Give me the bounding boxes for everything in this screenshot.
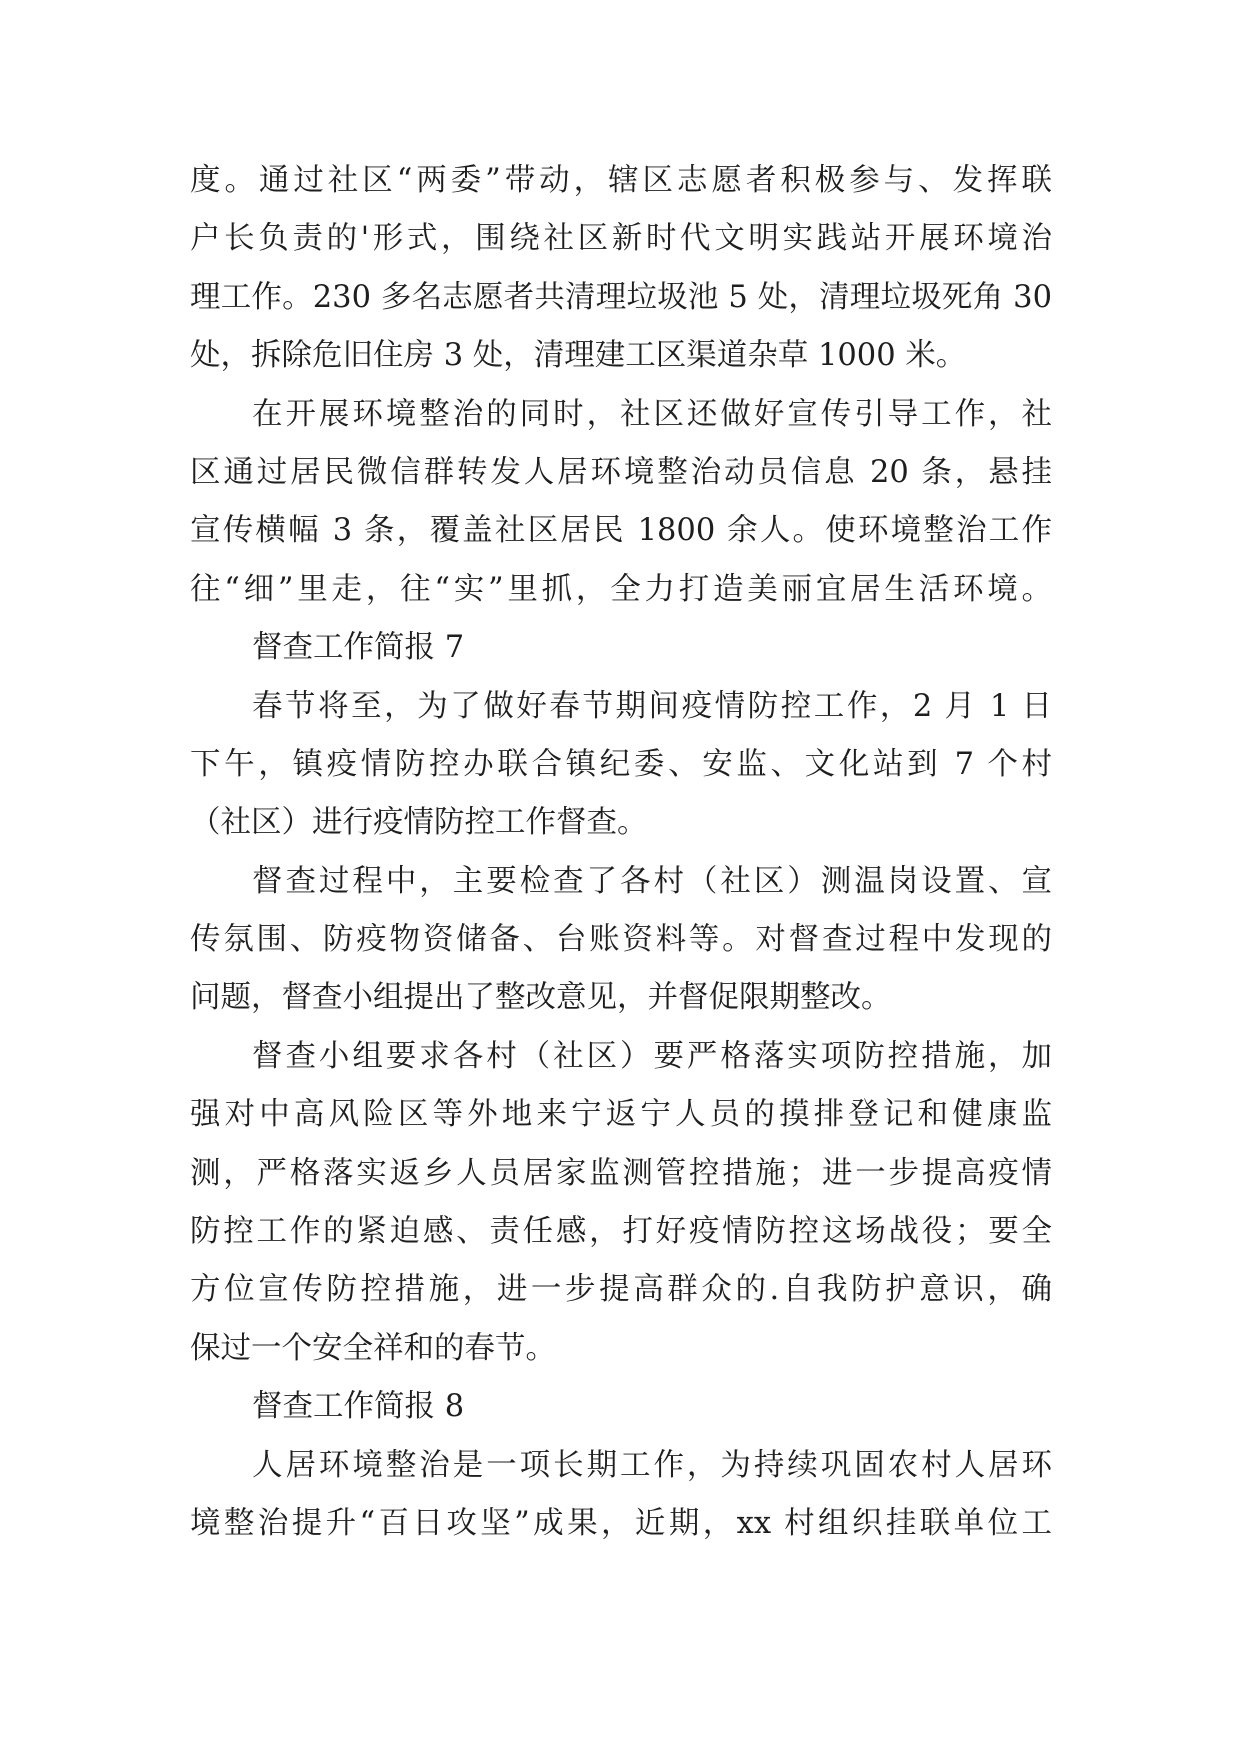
paragraph-line: 强对中高风险区等外地来宁返宁人员的摸排登记和健康监 bbox=[190, 1097, 1052, 1133]
paragraph-line: 处，拆除危旧住房 3 处，清理建工区渠道杂草 1000 米。 bbox=[190, 338, 967, 374]
paragraph-line: 户长负责的'形式，围绕社区新时代文明实践站开展环境治 bbox=[190, 221, 1052, 257]
paragraph-line: 度。通过社区“两委”带动，辖区志愿者积极参与、发挥联 bbox=[190, 163, 1052, 198]
section-heading: 督查工作简报 8 bbox=[252, 1389, 465, 1425]
paragraph-line: 传氛围、防疫物资储备、台账资料等。对督查过程中发现的 bbox=[190, 922, 1052, 958]
paragraph-line: 问题，督查小组提出了整改意见，并督促限期整改。 bbox=[190, 980, 892, 1016]
paragraph-line: 督查小组要求各村（社区）要严格落实项防控措施，加 bbox=[252, 1038, 1052, 1074]
paragraph-line: 测，严格落实返乡人员居家监测管控措施；进一步提高疫情 bbox=[190, 1155, 1052, 1191]
paragraph-line: 保过一个安全祥和的春节。 bbox=[190, 1330, 556, 1366]
paragraph-line: 区通过居民微信群转发人居环境整治动员信息 20 条，悬挂 bbox=[190, 454, 1052, 490]
paragraph-line: 督查过程中，主要检查了各村（社区）测温岗设置、宣 bbox=[252, 863, 1052, 899]
paragraph-line: 下午，镇疫情防控办联合镇纪委、安监、文化站到 7 个村 bbox=[190, 746, 1052, 782]
paragraph-line: 理工作。230 多名志愿者共清理垃圾池 5 处，清理垃圾死角 30 bbox=[190, 279, 1052, 315]
paragraph-line: 境整治提升“百日攻坚”成果，近期，xx 村组织挂联单位工 bbox=[190, 1505, 1052, 1541]
paragraph-line: 春节将至，为了做好春节期间疫情防控工作，2 月 1 日 bbox=[252, 688, 1052, 724]
paragraph-line: 方位宣传防控措施，进一步提高群众的.自我防护意识，确 bbox=[190, 1272, 1052, 1308]
paragraph-line: 往“细”里走，往“实”里抓，全力打造美丽宜居生活环境。 bbox=[190, 571, 1052, 607]
paragraph-line: （社区）进行疫情防控工作督查。 bbox=[190, 805, 648, 841]
paragraph-line: 在开展环境整治的同时，社区还做好宣传引导工作，社 bbox=[252, 396, 1052, 432]
paragraph-line: 防控工作的紧迫感、责任感，打好疫情防控这场战役；要全 bbox=[190, 1214, 1052, 1250]
paragraph-line: 宣传横幅 3 条，覆盖社区居民 1800 余人。使环境整治工作 bbox=[190, 513, 1052, 549]
document-body bbox=[190, 152, 1052, 1553]
paragraph-line: 人居环境整治是一项长期工作，为持续巩固农村人居环 bbox=[252, 1447, 1052, 1483]
section-heading: 督查工作简报 7 bbox=[252, 630, 465, 666]
